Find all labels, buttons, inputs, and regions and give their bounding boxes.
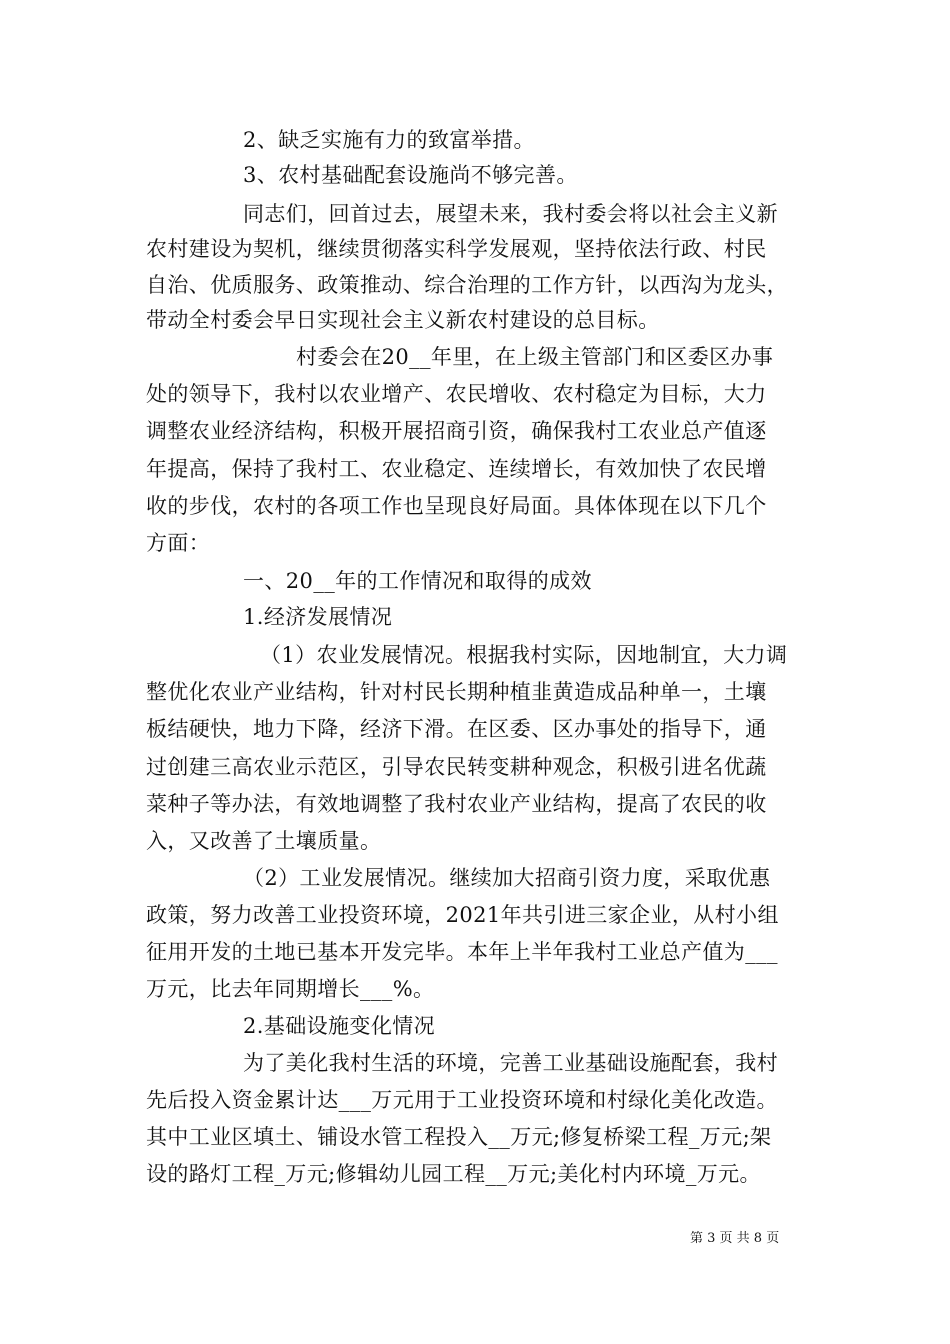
text-line-8: 处的领导下，我村以农业增产、农民增收、农村稳定为目标，大力 <box>146 382 767 406</box>
text-line-29: 设的路灯工程_万元;修辑幼儿园工程__万元;美化村内环境_万元。 <box>146 1162 761 1186</box>
text-line-21: （2）工业发展情况。继续加大招商引资力度，采取优惠 <box>243 866 771 890</box>
text-line-10: 年提高，保持了我村工、农业稳定、连续增长，有效加快了农民增 <box>146 457 767 481</box>
text-line-23: 征用开发的土地已基本开发完毕。本年上半年我村工业总产值为___ <box>146 940 778 964</box>
subsection-heading-1: 1.经济发展情况 <box>243 605 393 629</box>
text-line-5: 自治、优质服务、政策推动、综合治理的工作方针，以西沟为龙头， <box>146 273 788 297</box>
text-line-12: 方面： <box>146 531 211 555</box>
text-line-11: 收的步伐，农村的各项工作也呈现良好局面。具体体现在以下几个 <box>146 494 767 518</box>
section-heading-1: 一、20__年的工作情况和取得的成效 <box>243 569 592 593</box>
text-line-1: 2、缺乏实施有力的致富举措。 <box>243 128 535 152</box>
text-line-27: 先后投入资金累计达___万元用于工业投资环境和村绿化美化改造。 <box>146 1088 778 1112</box>
text-line-26: 为了美化我村生活的环境，完善工业基础设施配套，我村 <box>243 1051 778 1075</box>
text-line-2: 3、农村基础配套设施尚不够完善。 <box>243 163 578 187</box>
text-line-6: 带动全村委会早日实现社会主义新农村建设的总目标。 <box>146 308 660 332</box>
text-line-22: 政策，努力改善工业投资环境，2021年共引进三家企业，从村小组 <box>146 903 779 927</box>
text-line-9: 调整农业经济结构，积极开展招商引资，确保我村工农业总产值逐 <box>146 419 767 443</box>
text-line-15: （1）农业发展情况。根据我村实际，因地制宜，大力调 <box>260 643 788 667</box>
text-line-4: 农村建设为契机，继续贯彻落实科学发展观，坚持依法行政、村民 <box>146 237 767 261</box>
page-number: 第 3 页 共 8 页 <box>690 1231 780 1246</box>
text-line-7: 村委会在20__年里，在上级主管部门和区委区办事 <box>296 345 774 369</box>
text-line-24: 万元，比去年同期增长___%。 <box>146 977 435 1001</box>
subsection-heading-2: 2.基础设施变化情况 <box>243 1014 436 1038</box>
text-line-3: 同志们，回首过去，展望未来，我村委会将以社会主义新 <box>243 202 778 226</box>
text-line-20: 入，又改善了土壤质量。 <box>146 829 382 853</box>
text-line-17: 板结硬快，地力下降，经济下滑。在区委、区办事处的指导下，通 <box>146 717 767 741</box>
text-line-28: 其中工业区填土、铺设水管工程投入__万元;修复桥梁工程_万元;架 <box>146 1125 772 1149</box>
text-line-19: 菜种子等办法，有效地调整了我村农业产业结构，提高了农民的收 <box>146 792 767 816</box>
text-line-16: 整优化农业产业结构，针对村民长期种植韭黄造成品种单一，土壤 <box>146 680 767 704</box>
text-line-18: 过创建三高农业示范区，引导农民转变耕种观念，积极引进名优蔬 <box>146 755 767 779</box>
